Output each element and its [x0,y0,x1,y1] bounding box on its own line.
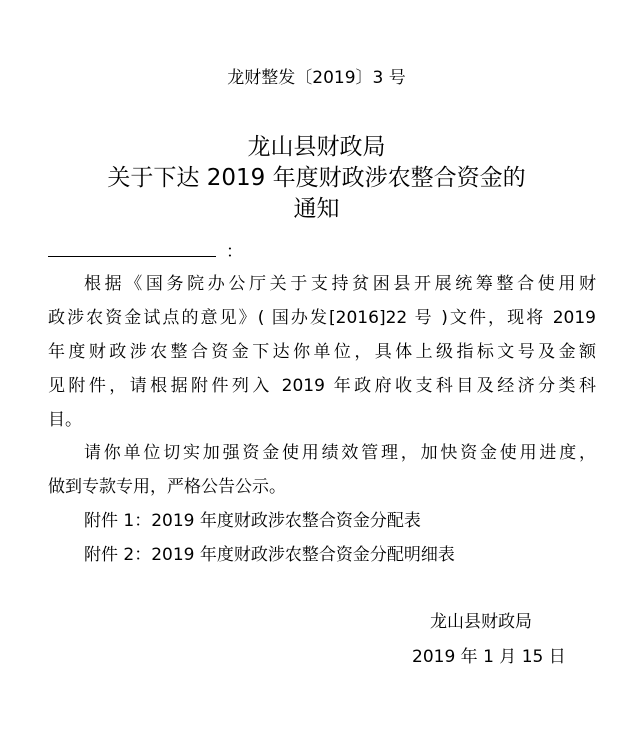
issuer-name: 龙山县财政局 [430,612,532,632]
title-line-3: 通知 [293,196,340,222]
paragraph-1-line-1: 根据《国务院办公厅关于支持贫困县开展统筹整合使用财 [84,274,596,294]
addressee-colon: ： [226,242,243,262]
paragraph-2-line-1: 请你单位切实加强资金使用绩效管理，加快资金使用进度， [84,443,596,463]
paragraph-1-line-5: 目。 [48,410,82,430]
attachment-1: 附件 1：2019 年度财政涉农整合资金分配表 [84,511,421,531]
paragraph-1-line-3: 年度财政涉农整合资金下达你单位，具体上级指标文号及金额 [48,342,596,362]
issue-date: 2019 年 1 月 15 日 [412,647,566,667]
addressee-line [48,240,243,264]
document-number: 龙财整发〔2019〕3 号 [227,68,406,88]
paragraph-1-line-4: 见附件，请根据附件列入 2019 年政府收支科目及经济分类科 [48,376,596,396]
addressee-blank [48,240,216,257]
attachment-2: 附件 2：2019 年度财政涉农整合资金分配明细表 [84,545,455,565]
paragraph-2-line-2: 做到专款专用，严格公告公示。 [48,477,286,497]
paragraph-1-line-2: 政涉农资金试点的意见》( 国办发[2016]22 号 )文件，现将 2019 [48,308,596,328]
title-line-2: 关于下达 2019 年度财政涉农整合资金的 [107,165,526,191]
title-line-1: 龙山县财政局 [247,134,386,160]
document-title [0,132,633,225]
